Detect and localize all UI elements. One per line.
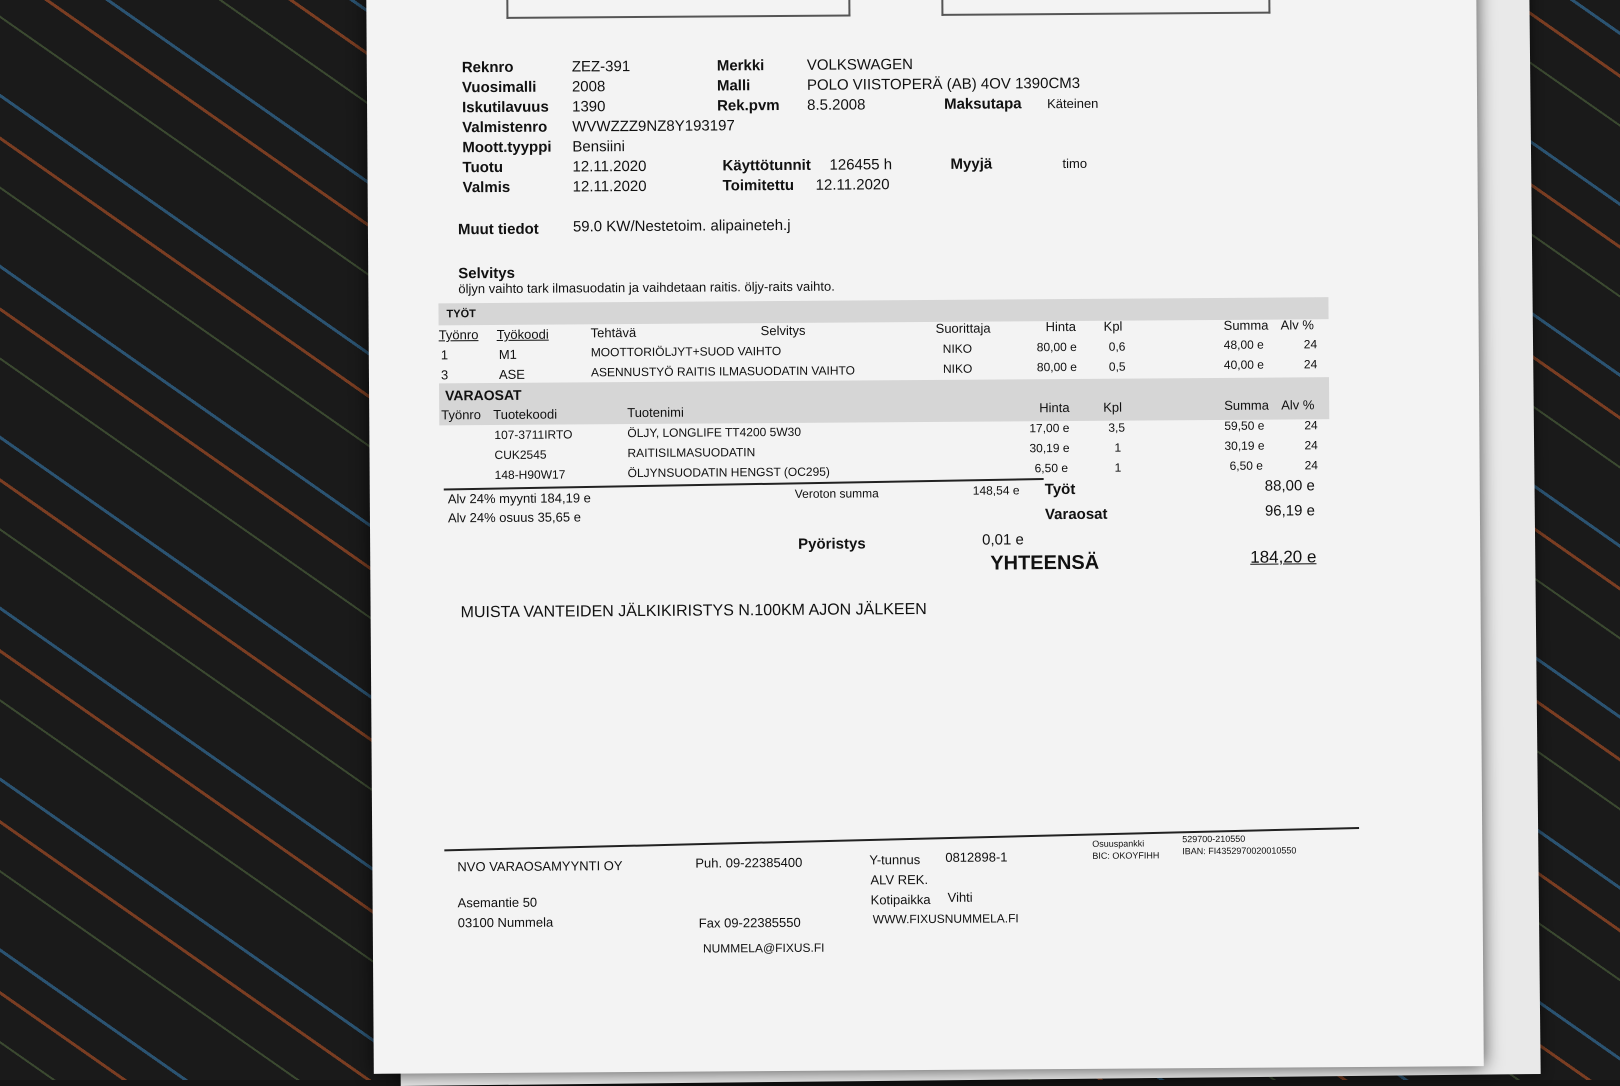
varaosat-total-value: 96,19 e [1264, 502, 1316, 520]
veroton-value: 148,54 e [972, 483, 1020, 498]
varaosat-row-nimi: ÖLJYNSUODATIN HENGST (OC295) [627, 464, 830, 481]
footer-alvrek: ALV REK. [870, 871, 929, 888]
value-reknro: ZEZ-391 [571, 58, 631, 76]
label-valmis: Valmis [462, 178, 511, 197]
footer-city: 03100 Nummela [457, 914, 554, 931]
value-kayttotunnit: 126455 h [829, 156, 893, 174]
footer-iban: IBAN: FI4352970020010550 [1182, 845, 1297, 857]
tyot-row-koodi: ASE [498, 366, 526, 382]
label-moottyyppi: Moott.tyyppi [462, 138, 552, 157]
value-toimitettu: 12.11.2020 [815, 176, 890, 194]
alv-myynti: Alv 24% myynti 184,19 e [447, 490, 591, 507]
value-valmistenro: WVWZZZ9NZ8Y193197 [572, 117, 735, 136]
tyot-col-selvitys: Selvitys [760, 322, 806, 339]
label-reknro: Reknro [461, 58, 514, 77]
label-vuosimalli: Vuosimalli [461, 78, 537, 97]
label-rekpvm: Rek.pvm [717, 97, 780, 115]
label-myyja: Myyjä [950, 155, 993, 173]
pyoristys-value: 0,01 e [982, 531, 1024, 549]
varaosat-row-nimi: ÖLJY, LONGLIFE TT4200 5W30 [627, 424, 802, 441]
tyot-row-tehtava: MOOTTORIÖLJYT+SUOD VAIHTO [590, 344, 782, 360]
tyot-col-tyokoodi: Työkoodi [496, 326, 549, 342]
varaosat-col-kpl: Kpl [1103, 399, 1123, 415]
value-rekpvm: 8.5.2008 [807, 96, 866, 114]
footer-bank: Osuuspankki [1092, 838, 1145, 849]
label-maksutapa: Maksutapa [944, 95, 1022, 113]
tyot-row-hinta: 80,00 e [1036, 339, 1077, 355]
value-maksutapa: Käteinen [1047, 95, 1099, 112]
reminder-note: MUISTA VANTEIDEN JÄLKIKIRISTYS N.100KM AJON JÄLKEEN [460, 600, 927, 622]
footer-www: WWW.FIXUSNUMMELA.FI [872, 911, 1019, 927]
varaosat-col-tuotekoodi: Tuotekoodi [493, 406, 558, 423]
varaosat-col-tuotenimi: Tuotenimi [627, 404, 684, 421]
label-merkki: Merkki [716, 57, 765, 75]
varaosat-row-alv: 24 [1304, 438, 1318, 453]
tyot-total-value: 88,00 e [1264, 477, 1315, 495]
tyot-col-tyonro: Työnro [438, 327, 479, 343]
invoice-sheet [366, 0, 1484, 1074]
tyot-row-tehtava: ASENNUSTYÖ RAITIS ILMASUODATIN VAIHTO [590, 363, 856, 380]
value-myyja: timo [1062, 155, 1088, 172]
varaosat-row-hinta: 6,50 e [1034, 461, 1069, 476]
label-kayttotunnit: Käyttötunnit [722, 156, 811, 175]
varaosat-col-summa: Summa [1224, 397, 1270, 413]
value-muut-tiedot: 59.0 KW/Nestetoim. alipaineteh.j [572, 216, 791, 236]
footer-ytunnus: 0812898-1 [945, 849, 1008, 865]
veroton-label: Veroton summa [794, 486, 879, 501]
footer-fax: Fax 09-22385550 [698, 914, 801, 931]
tyot-total-label: Työt [1044, 480, 1076, 499]
footer-phone: Puh. 09-22385400 [695, 854, 803, 871]
varaosat-col-hinta: Hinta [1039, 399, 1070, 416]
varaosat-row-kpl: 1 [1114, 440, 1122, 455]
tyot-col-suorittaja: Suorittaja [935, 320, 991, 336]
tyot-col-kpl: Kpl [1103, 318, 1123, 334]
value-malli: POLO VIISTOPERÄ (AB) 4OV 1390CM3 [806, 74, 1081, 94]
tyot-row-suorittaja: NIKO [942, 341, 973, 356]
yhteensa-value: 184,20 e [1250, 547, 1317, 567]
tyot-row-hinta: 80,00 e [1036, 359, 1077, 375]
selvitys-label: Selvitys [458, 264, 516, 283]
varaosat-title: VARAOSAT [445, 386, 522, 404]
tyot-row-kpl: 0,5 [1108, 359, 1126, 374]
tyot-header-band [438, 297, 1328, 325]
label-malli: Malli [716, 77, 751, 95]
tyot-row-kpl: 0,6 [1108, 339, 1126, 354]
tyot-row-koodi: M1 [498, 346, 517, 362]
varaosat-row-summa: 6,50 e [1229, 458, 1264, 473]
label-muut-tiedot: Muut tiedot [457, 220, 539, 239]
footer-email: NUMMELA@FIXUS.FI [702, 940, 825, 956]
tyot-row-suorittaja: NIKO [942, 361, 973, 376]
varaosat-row-alv: 24 [1304, 418, 1318, 433]
selvitys-text: öljyn vaihto tark ilmasuodatin ja vaihdetaan raitis. öljy-raits vaihto. [458, 278, 835, 297]
value-valmis: 12.11.2020 [572, 177, 647, 196]
varaosat-row-summa: 30,19 e [1224, 438, 1265, 453]
varaosat-row-kpl: 1 [1114, 460, 1122, 475]
tyot-col-tehtava: Tehtävä [590, 325, 637, 341]
tyot-row-tyonro: 3 [440, 367, 449, 383]
varaosat-row-hinta: 30,19 e [1029, 440, 1070, 456]
footer-account: 529700-210550 [1182, 833, 1246, 845]
tyot-row-alv: 24 [1303, 337, 1318, 352]
tyot-row-tyonro: 1 [440, 347, 449, 363]
alv-osuus: Alv 24% osuus 35,65 e [447, 509, 581, 526]
header-box-right [941, 0, 1270, 16]
footer-ytunnus-label: Y-tunnus [869, 852, 921, 868]
value-tuotu: 12.11.2020 [572, 157, 647, 176]
varaosat-header-band [439, 377, 1329, 425]
varaosat-row-koodi: CUK2545 [494, 447, 547, 463]
footer-bic: BIC: OKOYFIHH [1092, 850, 1160, 861]
tyot-col-alv: Alv % [1280, 317, 1314, 333]
pyoristys-label: Pyöristys [798, 535, 866, 553]
varaosat-row-alv: 24 [1304, 458, 1319, 473]
tyot-title: TYÖT [446, 308, 476, 321]
varaosat-row-hinta: 17,00 e [1029, 420, 1070, 436]
value-merkki: VOLKSWAGEN [806, 56, 913, 74]
footer-kotipaikka-label: Kotipaikka [870, 891, 931, 908]
tyot-row-alv: 24 [1303, 357, 1318, 372]
label-iskutilavuus: Iskutilavuus [462, 98, 549, 117]
value-iskutilavuus: 1390 [572, 98, 606, 116]
label-toimitettu: Toimitettu [722, 176, 795, 195]
yhteensa-label: YHTEENSÄ [990, 551, 1100, 575]
label-valmistenro: Valmistenro [462, 118, 548, 137]
varaosat-row-koodi: 107-3711IRTO [494, 427, 573, 443]
varaosat-row-kpl: 3,5 [1108, 420, 1126, 435]
varaosat-row-nimi: RAITISILMASUODATIN [627, 445, 756, 461]
tyot-col-hinta: Hinta [1045, 318, 1077, 335]
varaosat-col-tyonro: Työnro [441, 407, 482, 423]
tyot-col-summa: Summa [1223, 317, 1269, 333]
varaosat-col-alv: Alv % [1281, 397, 1315, 413]
tyot-row-summa: 48,00 e [1223, 337, 1264, 352]
value-moottyyppi: Bensiini [572, 138, 625, 156]
footer-kotipaikka: Vihti [947, 889, 973, 905]
label-tuotu: Tuotu [462, 158, 504, 177]
tyot-row-summa: 40,00 e [1223, 357, 1264, 372]
varaosat-total-label: Varaosat [1044, 505, 1108, 524]
footer-company: NVO VARAOSAMYYNTI OY [457, 858, 623, 875]
value-vuosimalli: 2008 [571, 78, 606, 96]
header-box-left [506, 0, 850, 19]
footer-street: Asemantie 50 [457, 894, 538, 911]
varaosat-row-summa: 59,50 e [1224, 418, 1265, 433]
varaosat-row-koodi: 148-H90W17 [494, 467, 566, 483]
